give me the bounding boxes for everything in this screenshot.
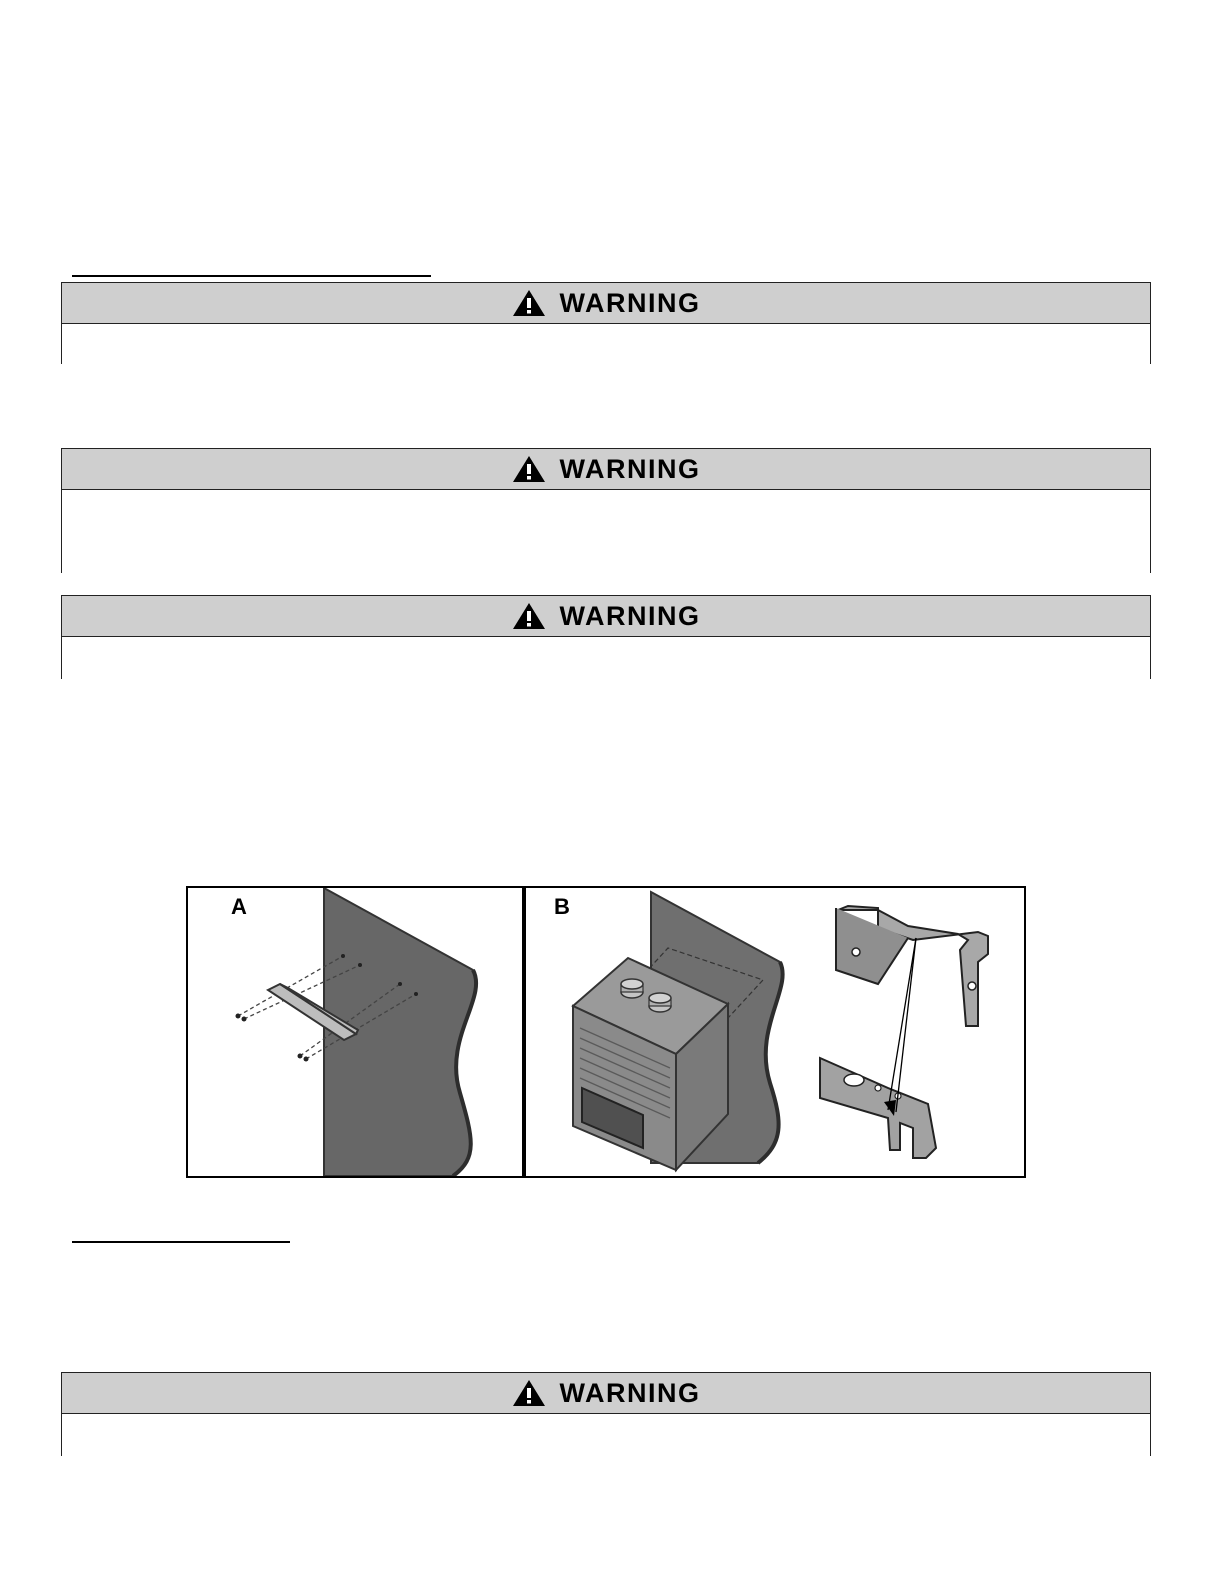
panel-divider — [522, 888, 526, 1176]
warning-box-4 — [61, 1372, 1151, 1456]
warning-triangle-icon — [512, 602, 546, 630]
warning-triangle-icon — [512, 289, 546, 317]
warning-box-3 — [61, 595, 1151, 679]
section-heading-rule-1 — [72, 275, 431, 277]
lower-bracket-detail — [820, 1058, 936, 1158]
mounting-figure — [186, 886, 1026, 1178]
mounting-illustration — [188, 888, 1024, 1176]
warning-title: WARNING — [559, 600, 701, 631]
warning-body — [62, 324, 1150, 364]
warning-title: WARNING — [559, 453, 701, 484]
warning-box-1 — [61, 282, 1151, 364]
section-heading-rule-2 — [72, 1241, 290, 1243]
warning-triangle-icon — [512, 455, 546, 483]
warning-header — [62, 449, 1150, 490]
warning-body — [62, 637, 1150, 679]
panel-b-label: B — [554, 894, 570, 919]
warning-triangle-icon — [512, 1379, 546, 1407]
panel-a-label: A — [231, 894, 247, 919]
warning-body — [62, 490, 1150, 573]
warning-header — [62, 1373, 1150, 1414]
warning-body — [62, 1414, 1150, 1456]
warning-header — [62, 283, 1150, 324]
warning-title: WARNING — [559, 287, 701, 318]
arrow-lines — [888, 938, 916, 1112]
warning-title: WARNING — [559, 1377, 701, 1408]
warning-box-2 — [61, 448, 1151, 573]
warning-header — [62, 596, 1150, 637]
